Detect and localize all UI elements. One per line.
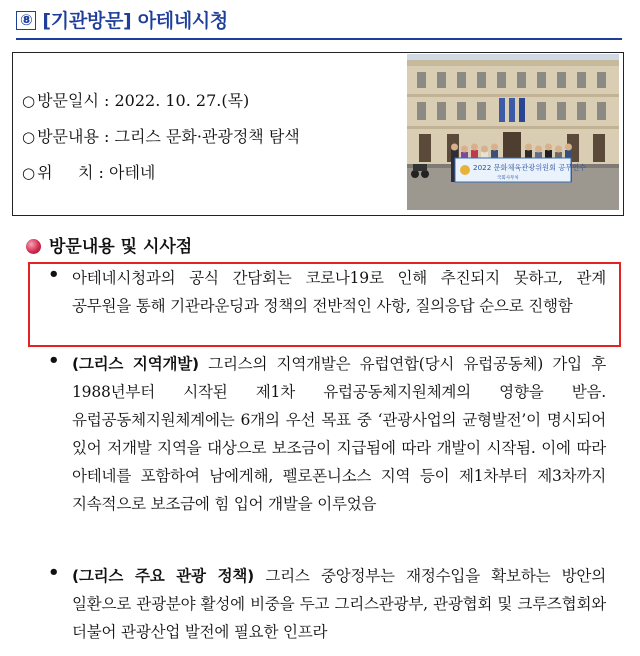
section-heading (16, 6, 228, 33)
item-text: 아테네시청과의 공식 간담회는 코로나19로 인해 추진되지 못하고, 관계 공무원을 통해 기관라운딩과 정책의 전반적인 사항, 질의응답 순으로 진행함 (72, 269, 606, 315)
subheading (26, 232, 192, 257)
bullet-icon: • (48, 350, 60, 371)
item-title: (그리스 지역개발) (72, 355, 199, 373)
info-bullet: ○ (22, 128, 36, 146)
list-item (72, 562, 606, 646)
subheading-text: 방문내용 및 시사점 (49, 237, 193, 257)
info-row-date: ○ 방문일시 : 2022. 10. 27.(목) (22, 91, 250, 110)
info-bullet: ○ (22, 164, 36, 182)
info-value: 아테네 (109, 163, 156, 182)
info-label: 방문내용 (37, 127, 99, 146)
info-label: 위 치 (37, 163, 94, 182)
info-row-content: ○ 방문내용 : 그리스 문화·관광정책 탐색 (22, 127, 300, 146)
section-title: [기관방문] 아테네시청 (42, 10, 228, 32)
list-item (72, 264, 606, 320)
item-text: 그리스 중앙정부는 재정수입을 확보하는 방안의 일환으로 관광분야 활성에 비중을 두고 그리스관광부, 관광협회 및 크루즈협회와 더불어 관광산업 발전에 필요한 인프라 (72, 567, 606, 641)
list-item (72, 350, 606, 518)
section-number: ⑧ (16, 11, 36, 30)
banner-subtext: 국회사무처 (497, 176, 519, 181)
info-row-location: ○ 위 치 : 아테네 (22, 163, 156, 182)
item-title: (그리스 주요 관광 정책) (72, 567, 255, 585)
bullet-icon: • (48, 562, 60, 583)
info-label: 방문일시 (37, 91, 99, 110)
bullet-icon: • (48, 264, 60, 285)
bullet-ball-icon (26, 239, 41, 254)
heading-rule (16, 38, 622, 40)
info-value: 2022. 10. 27.(목) (114, 91, 250, 110)
group-photo (407, 54, 619, 210)
info-value: 그리스 문화·관광정책 탐색 (114, 127, 300, 146)
banner-text: 2022 문화체육관광위원회 공무연수 (473, 163, 587, 172)
item-text: 그리스의 지역개발은 유럽연합(당시 유럽공동체) 가입 후 1988년부터 시작된 제1차 유럽공동체지원체계의 영향을 받음. 유럽공동체지원체계에는 6개의 우선 목표 중 ‘관광사업의 균형발전’이 명시되어 있어 저개발 지역을 대상으로 보조금이 지급됨에 따라 개발이 시작됨. 이에 따라 아테네를 포함하여 남에게해, 펠로폰니소스 지역 등이 제1차부터 제3차까지 지속적으로 보조금에 힘 입어 개발을 이루었음 (72, 355, 606, 513)
info-bullet: ○ (22, 92, 36, 110)
